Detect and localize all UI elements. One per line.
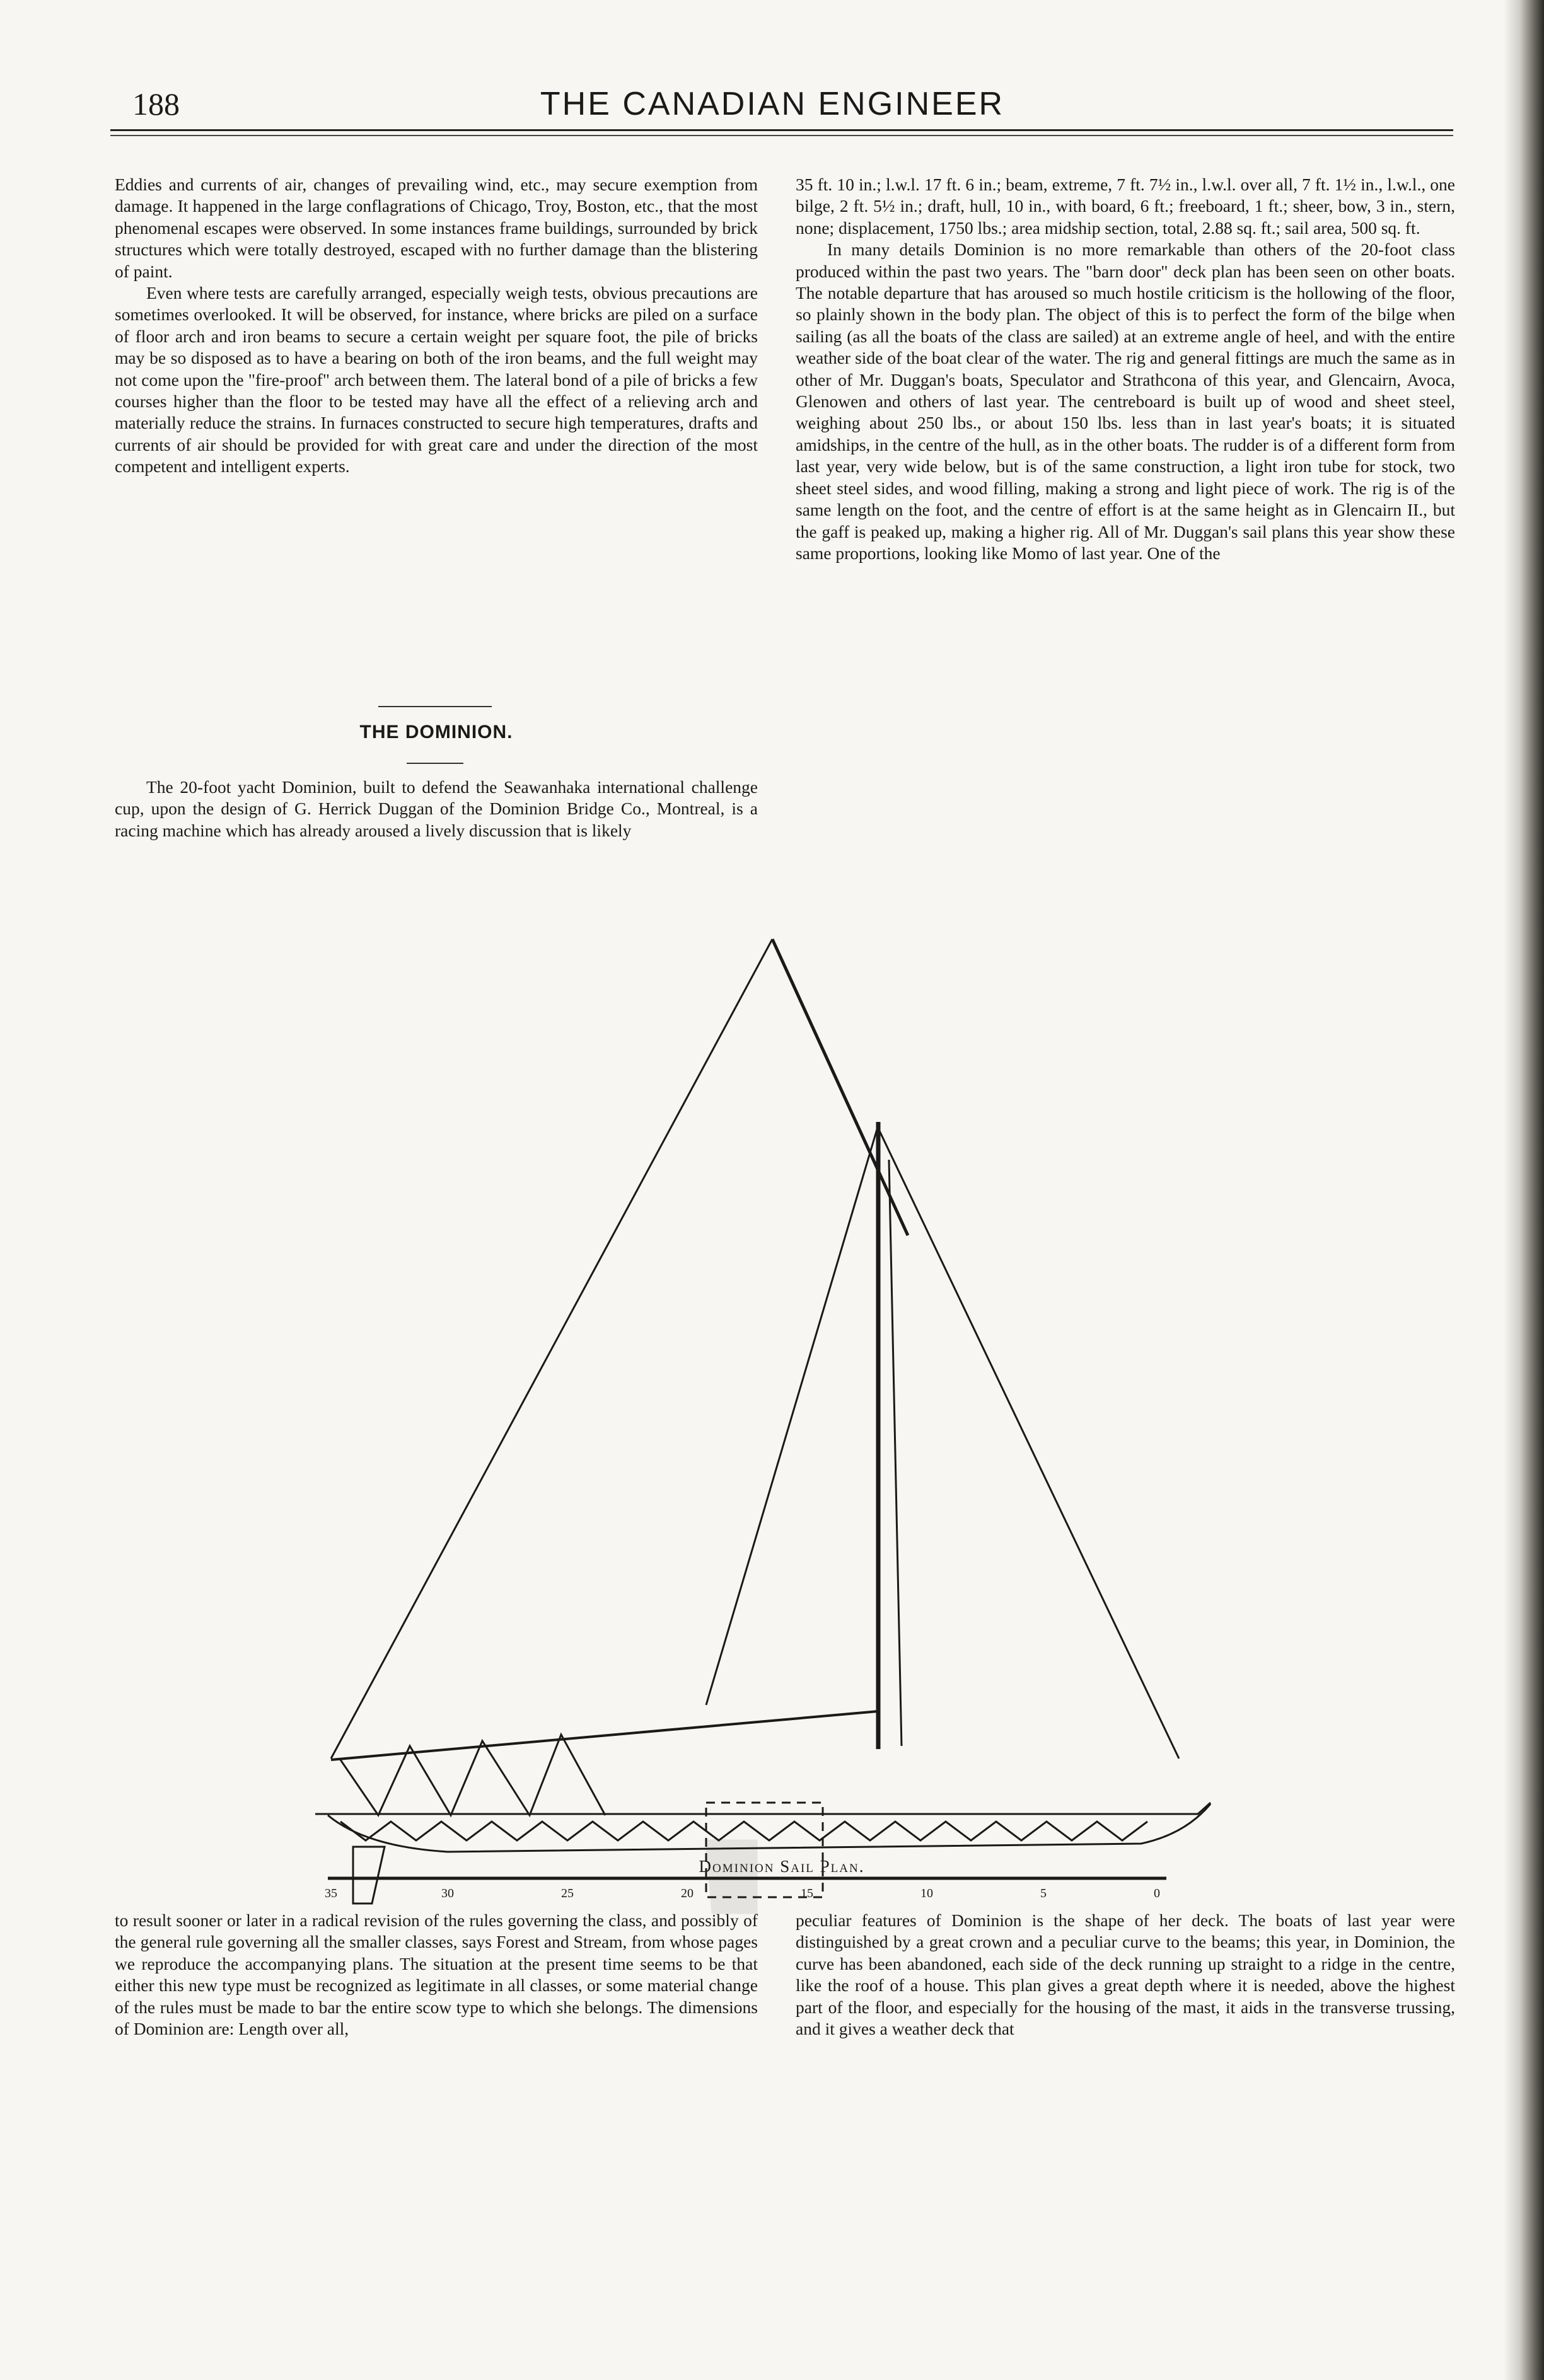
section-divider [378,706,492,707]
gaff-spar [772,939,908,1235]
scale-label: 30 [441,1886,454,1900]
page-number: 188 [132,86,180,122]
scale-label: 5 [1040,1886,1047,1900]
scale-label: 25 [561,1886,574,1900]
page-header [95,82,1450,126]
sail-plan-figure [303,933,1248,1916]
deck-truss [340,1822,1147,1840]
paragraph: to result sooner or later in a radical revision of the rules governing the class, and possibly of the general rule governing all the smaller classes, says Forest and Stream, from whose pages we reproduce the accompanying plans. The situation at the present time seems to be that either this new type must be recognized as legitimate in all classes, or some material change of the rules must be made to bar the entire scow type to which she belongs. The dimensions of Dominion are: Length over all, [115,1910,758,2039]
section-divider [407,763,463,764]
paragraph: The 20-foot yacht Dominion, built to defend the Seawanhaka international challenge cup, upon the design of G. Herrick Duggan of the Dominion Bridge Co., Montreal, is a racing machine which has already aroused a lively discussion that is likely [115,777,758,840]
luff [889,1160,902,1746]
left-column-bottom [115,1910,758,2040]
figure-caption: Dominion Sail Plan. [699,1857,865,1876]
header-rule [110,129,1453,131]
journal-title: THE CANADIAN ENGINEER [540,86,1005,122]
section-heading: THE DOMINION. [359,722,513,742]
hull-bottom [328,1804,1210,1852]
left-column-top [115,174,758,478]
scale-label: 0 [1154,1886,1160,1900]
scale-label: 35 [325,1886,337,1900]
header-rule-thin [110,135,1453,136]
paragraph: peculiar features of Dominion is the shape of her deck. The boats of last year were distinguished by a great crown and a peculiar curve to the beams; this year, in Dominion, the curve has been abandoned, each side of the deck running up straight to a ridge in the centre, like the roof of a house. This plan gives a great depth where it is needed, above the highest part of the floor, and especially for the housing of the mast, it aids in the transverse trussing, and it gives a weather deck that [796,1910,1455,2039]
section-body [115,777,758,841]
paragraph: In many details Dominion is no more remarkable than others of the 20-foot class produced within the past two years. The "barn door" deck plan has been seen on other boats. The notable departure that has aroused so much hostile criticism is the hollowing of the floor, so plainly shown in the body plan. The object of this is to perfect the form of the bilge when sailing (as all the boats of the class are sailed) at an extreme angle of heel, and with the entire weather side of the boat clear of the water. The rig and general fittings are much the same as in other of Mr. Duggan's boats, Speculator and Strathcona of this year, and Glencairn, Avoca, Glenowen and others of last year. The centreboard is built up of wood and sheet steel, weighing about 250 lbs., or about 150 lbs. less than in last year's boats; it is situated amidships, in the centre of the hull, as in the other boats. The rudder is of a different form from last year, very wide below, but is of the same construction, a light iron tube for stock, two sheet steel sides, and wood filling, making a strong and light piece of work. The rig is of the same length on the foot, and the centre of effort is at the same height as in Glencairn II., but the gaff is peaked up, making a higher rig. All of Mr. Duggan's sail plans this year show these same proportions, looking like Momo of last year. One of the [796,240,1455,563]
paragraph: Eddies and currents of air, changes of prevailing wind, etc., may secure exemption from damage. It happened in the large conflagrations of Chicago, Troy, Boston, etc., that the most phenomenal escapes were observed. In some instances frame buildings, surrounded by brick structures which were totally destroyed, escaped with no further damage than the blistering of paint. [115,175,758,281]
right-column-bottom [796,1910,1455,2040]
forestay [878,1128,1179,1759]
paragraph: 35 ft. 10 in.; l.w.l. 17 ft. 6 in.; beam, extreme, 7 ft. 7½ in., l.w.l. over all, 7 ft. 1½ in., l.w.l., one bilge, 2 ft. 5½ in.; draft, hull, 10 in., with board, 6 ft.; freeboard, 1 ft.; sheer, bow, 3 in., stern, none; displacement, 1750 lbs.; area midship section, total, 2.88 sq. ft.; sail area, 500 sq. ft. [796,175,1455,238]
rudder [353,1847,385,1903]
sail-leech [331,939,772,1759]
scale-label: 15 [801,1886,813,1900]
scale-label: 20 [681,1886,694,1900]
scale-label: 10 [920,1886,933,1900]
scan-edge-shadow [1504,0,1544,2380]
shroud [706,1125,878,1705]
paragraph: Even where tests are carefully arranged, especially weigh tests, obvious precautions are sometimes overlooked. It will be observed, for instance, where bricks are piled on a surface of floor arch and iron beams to secure a certain weight per square foot, the pile of bricks may be so disposed as to have a bearing on both of the iron beams, and the full weight may not come upon the "fire-proof" arch between them. The lateral bond of a pile of bricks a few courses higher than the floor to be tested may have all the effect of a relieving arch and materially reduce the strains. In furnaces constructed to secure high temperatures, drafts and currents of air should be provided for with great care and under the direction of the most competent and intelligent experts. [115,283,758,477]
right-column-top [796,174,1455,564]
